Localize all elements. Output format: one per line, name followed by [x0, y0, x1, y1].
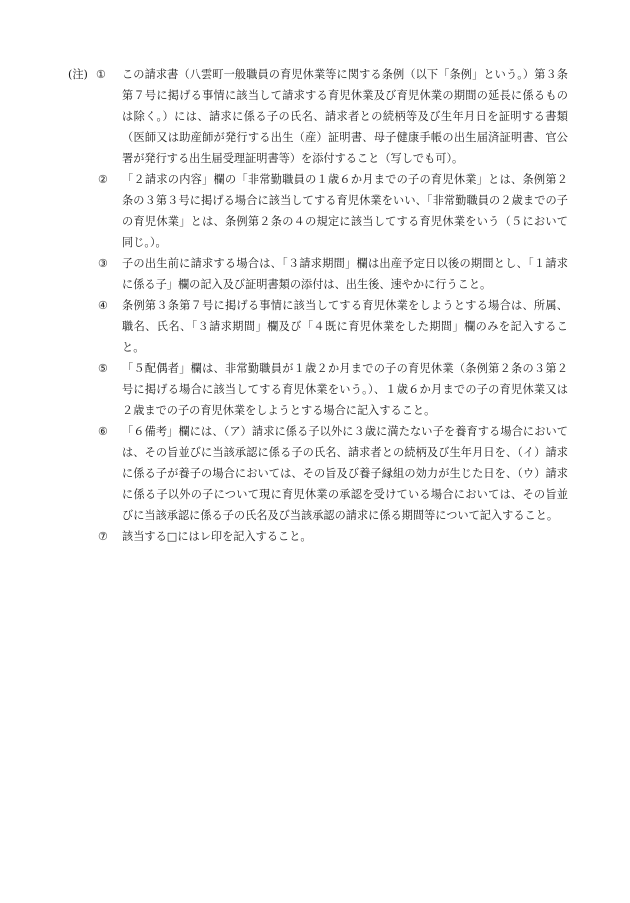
note-number-3: ③: [98, 257, 109, 270]
note-number-5: ⑤: [98, 362, 109, 375]
note-text-5: 「５配偶者」欄は、非常勤職員が１歳２か月までの子の育児休業（条例第２条の３第２号に掲げる場合に該当してする育児休業をいう。）、１歳６か月までの子の育児休業又は２歳までの子の育児休業をしようとする場合に記入すること。: [122, 362, 568, 417]
note-item-2: [68, 169, 568, 253]
note-number-4: ④: [98, 299, 109, 312]
note-text-7: 該当する□にはレ印を記入すること。: [122, 530, 312, 543]
note-number-6: ⑥: [98, 425, 109, 438]
note-number-1: ①: [96, 68, 107, 81]
note-text-6: 「６備考」欄には、（ア）請求に係る子以外に３歳に満たない子を養育する場合においては、その旨並びに当該承認に係る子の氏名、請求者との続柄及び生年月日を、（イ）請求に係る子が養子の場合においては、その旨及び養子縁組の効力が生じた日を、（ウ）請求に係る子以外の子について現に育児休業の承認を受けている場合においては、その旨並びに当該承認に係る子の氏名及び当該承認の請求に係る期間等について記入すること。: [122, 425, 568, 522]
note-text-4: 条例第３条第７号に掲げる事情に該当してする育児休業をしようとする場合は、所属、職名、氏名、「３請求期間」欄及び「４既に育児休業をした期間」欄のみを記入すること。: [122, 299, 568, 354]
note-item-7: [68, 526, 568, 547]
note-label: (注): [68, 68, 88, 81]
note-text-2: 「２請求の内容」欄の「非常勤職員の１歳６か月までの子の育児休業」とは、条例第２条の３第３号に掲げる場合に該当してする育児休業をいい、「非常勤職員の２歳までの子の育児休業」とは、条例第２条の４の規定に該当してする育児休業をいう（５において同じ。）。: [122, 173, 568, 249]
note-item-3: [68, 253, 568, 295]
note-item-1: [68, 64, 568, 169]
note-number-2: ②: [98, 173, 109, 186]
note-text-3: 子の出生前に請求する場合は、「３請求期間」欄は出産予定日以後の期間とし、「１請求に係る子」欄の記入及び証明書類の添付は、出生後、速やかに行うこと。: [122, 257, 568, 291]
note-item-6: [68, 421, 568, 526]
note-number-7: ⑦: [98, 530, 109, 543]
note-item-4: [68, 295, 568, 358]
notes-section: [68, 64, 568, 547]
note-text-1: この請求書（八雲町一般職員の育児休業等に関する条例（以下「条例」という。）第３条第７号に掲げる事情に該当して請求する育児休業及び育児休業の期間の延長に係るものは除く。）には、請求に係る子の氏名、請求者との続柄等及び生年月日を証明する書類（医師又は助産師が発行する出生（産）証明書、母子健康手帳の出生届済証明書、官公署が発行する出生届受理証明書等）を添付すること（写しでも可）。: [122, 68, 568, 165]
note-item-5: [68, 358, 568, 421]
